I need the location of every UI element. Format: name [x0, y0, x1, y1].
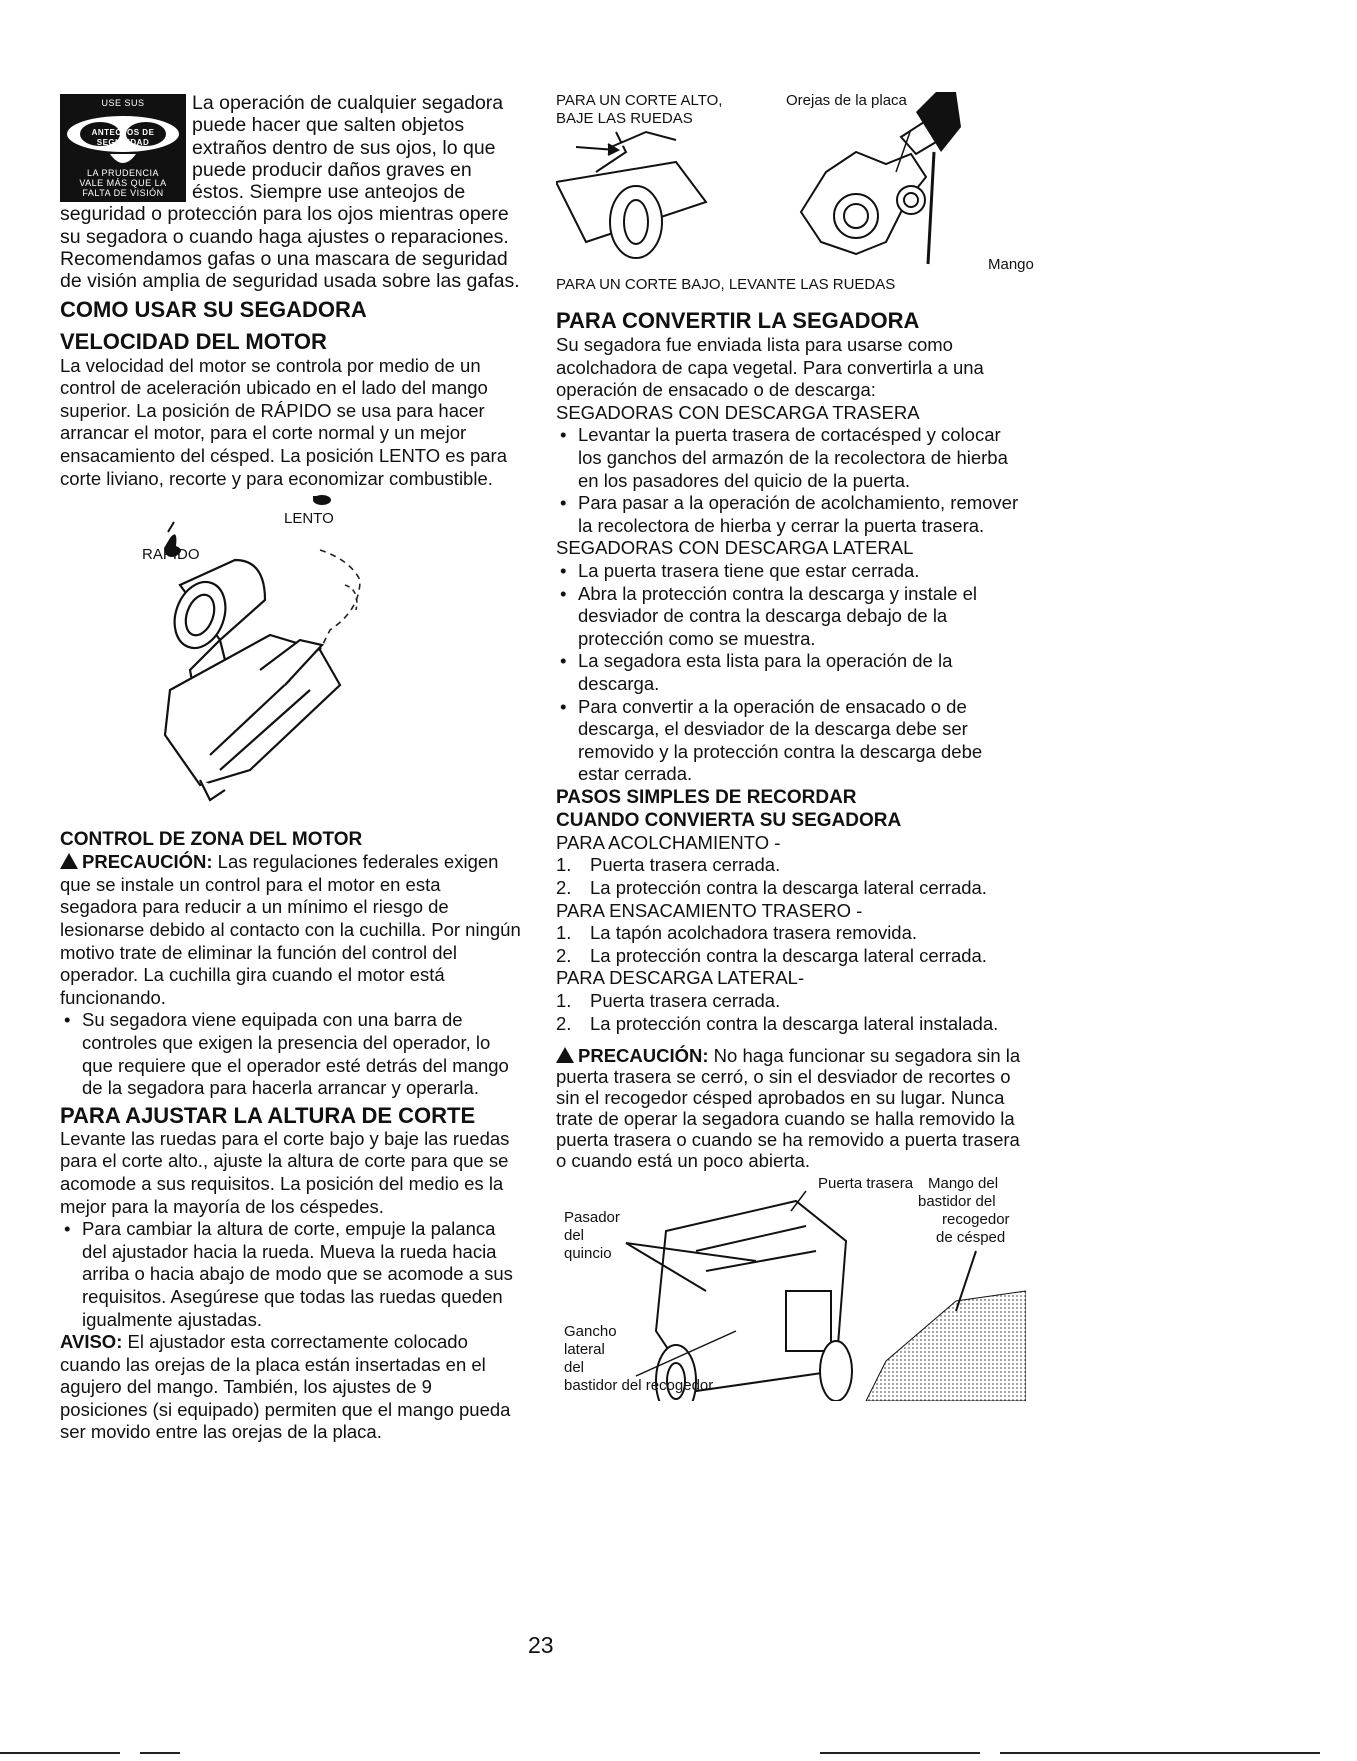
grass-catcher-figure: [556, 1171, 1026, 1401]
label-pin-3: quincio: [564, 1245, 612, 1263]
label-handle-2: bastidor del: [918, 1193, 996, 1211]
label-slow: LENTO: [284, 510, 334, 528]
label-hook-4: bastidor del recogedor: [564, 1377, 714, 1395]
zone-bullet-list: [60, 1009, 522, 1099]
page-number: 23: [528, 1632, 554, 1658]
list-item: • Abra la protección contra la descarga y instale el desviador de contra la descarga debajo de la protección como se muestra.: [556, 583, 1026, 651]
label-handle: Mango: [988, 256, 1034, 273]
list-item: 2. La protección contra la descarga lateral instalada.: [556, 1012, 999, 1034]
label-hook-2: lateral: [564, 1341, 605, 1359]
label-handle-4: de césped: [936, 1229, 1006, 1247]
left-column: [60, 92, 522, 1444]
list-item: • La segadora esta lista para la operación de la descarga.: [556, 650, 1026, 695]
label-high-cut-1: PARA UN CORTE ALTO,: [556, 92, 723, 109]
list-item: • Para cambiar la altura de corte, empuje la palanca del ajustador hacia la rueda. Mueva la rueda hacia arriba o hacia abajo de modo que se acomode a sus requisitos. Asegúrese que todas las ruedas queden igualmente ajustadas.: [60, 1218, 522, 1331]
scan-edge-line: [1000, 1752, 1320, 1754]
subheading-rear-bagging: PARA ENSACAMIENTO TRASERO -: [556, 899, 863, 921]
list-item: • Para pasar a la operación de acolchamiento, remover la recolectora de hierba y cerrar la puerta trasera.: [556, 492, 1026, 537]
label-plate-ears: Orejas de la placa: [786, 92, 907, 109]
intro-warning-text: La operación de cualquier segadora puede hacer que salten objetos extraños dentro de sus ojos, lo que puede producir daños graves en éstos. Siempre use anteojos de seguridad o protección para los ojos mientras opere su segadora o cuando haga ajustes o reparaciones. Recomendamos gafas o una mascara de seguridad de visión amplia de seguridad usada sobre las gafas.: [60, 92, 520, 293]
list-item: • Para convertir a la operación de ensacado o de descarga, el desviador de la descarga debe ser removido y la protección contra la descarga debe estar cerrada.: [556, 696, 1026, 786]
warning-triangle-icon: [60, 853, 78, 869]
bagging-steps: [556, 922, 1026, 967]
caution-label: PRECAUCIÓN:: [60, 851, 213, 872]
discharge-steps: [556, 990, 1026, 1035]
zone-caution-text: PRECAUCIÓN: Las regulaciones federales exigen que se instale un control para el motor en esta segadora para reducir a un mínimo el riesgo de lesionarse debido al contacto con la cuchilla. Por ningún motivo trate de eliminar la función del control del operador. La cuchilla gira cuando el motor está funcionando.: [60, 851, 521, 1008]
scan-edge-line: [140, 1752, 180, 1754]
heading-simple-steps-2: CUANDO CONVIERTA SU SEGADORA: [556, 809, 902, 831]
badge-line: ANTEOJOS DE: [91, 128, 155, 137]
label-handle-3: recogedor: [942, 1211, 1010, 1229]
heading-engine-speed: VELOCIDAD DEL MOTOR: [60, 328, 327, 354]
subheading-mulching: PARA ACOLCHAMIENTO -: [556, 831, 781, 853]
heading-cut-height: PARA AJUSTAR LA ALTURA DE CORTE: [60, 1102, 476, 1128]
right-column: [556, 92, 1034, 1401]
badge-line: VALE MÁS QUE LA: [79, 178, 167, 188]
badge-line: USE SUS: [101, 98, 145, 108]
list-item: 1. Puerta trasera cerrada.: [556, 854, 781, 876]
badge-line: FALTA DE VISIÓN: [82, 188, 164, 198]
list-item: • Su segadora viene equipada con una barra de controles que exigen la presencia del operador, lo que requiere que el operador esté detrás del mango de la segadora para hacerla arrancar y operarla.: [60, 1009, 522, 1099]
badge-line: SEGURIDAD: [96, 138, 150, 147]
list-item: 1. La tapón acolchadora trasera removida.: [556, 922, 918, 944]
subheading-side-discharge: SEGADORAS CON DESCARGA LATERAL: [556, 537, 914, 559]
mulching-steps: [556, 854, 1026, 899]
scan-edge-line: [820, 1752, 980, 1754]
badge-line: LA PRUDENCIA: [86, 168, 160, 178]
caution-text: PRECAUCIÓN: No haga funcionar su segadora sin la puerta trasera se cerró, o sin el desviador de recortes o sin el recogedor césped aprobados en su lugar. Nunca trate de operar la segadora cuando se halla removido la puerta trasera o cuando se ha removido a puerta trasera o cuando está un poco abierta.: [556, 1045, 1021, 1172]
label-high-cut-2: BAJE LAS RUEDAS: [556, 110, 693, 127]
subheading-side-discharge-steps: PARA DESCARGA LATERAL-: [556, 967, 805, 989]
rear-discharge-list: [556, 424, 1026, 537]
throttle-handle-drawing: [165, 560, 340, 800]
label-hook-1: Gancho: [564, 1323, 617, 1341]
notice-label: AVISO:: [60, 1331, 123, 1353]
label-handle-1: Mango del: [928, 1175, 999, 1193]
subheading-rear-discharge: SEGADORAS CON DESCARGA TRASERA: [556, 401, 920, 423]
engine-speed-text: La velocidad del motor se controla por medio de un control de aceleración ubicado en el lado del mango superior. La posición de RÁPIDO se usa para hacer arrancar el motor, para el corte normal y un mejor ensacamiento del césped. La posición LENTO es para corte liviano, recorte y para economizar combustible.: [60, 354, 508, 489]
throttle-control-figure: [60, 490, 522, 820]
label-pin-2: del: [564, 1227, 585, 1245]
heading-how-to-use: COMO USAR SU SEGADORA: [60, 296, 367, 322]
label-low-cut: PARA UN CORTE BAJO, LEVANTE LAS RUEDAS: [556, 276, 896, 293]
list-item: 2. La protección contra la descarga lateral cerrada.: [556, 944, 987, 966]
convert-text: Su segadora fue enviada lista para usarse como acolchadora de capa vegetal. Para convertirla a una operación de ensacado o de descarga:: [556, 334, 984, 401]
heading-convert-mower: PARA CONVERTIR LA SEGADORA: [556, 308, 920, 333]
side-discharge-list: [556, 560, 1026, 786]
list-item: 2. La protección contra la descarga lateral cerrada.: [556, 877, 987, 899]
label-hook-3: del: [564, 1359, 585, 1377]
cut-height-bullet-list: [60, 1218, 522, 1331]
warning-triangle-icon: [556, 1047, 574, 1063]
wheel-height-figure: [556, 92, 1034, 293]
label-fast: RAPIDO: [142, 546, 200, 564]
label-pin-1: Pasador: [564, 1209, 620, 1227]
list-item: 1. Puerta trasera cerrada.: [556, 990, 781, 1012]
heading-simple-steps-1: PASOS SIMPLES DE RECORDAR: [556, 786, 857, 808]
turtle-icon: [313, 495, 331, 505]
cut-height-text: Levante las ruedas para el corte bajo y baje las ruedas para el corte alto., ajuste la altura de corte para que se acomode a sus requisitos. La posición del medio es la mejor para la mayoría de los céspedes.: [60, 1127, 510, 1217]
list-item: • La puerta trasera tiene que estar cerrada.: [556, 560, 1026, 583]
caution-label: PRECAUCIÓN:: [556, 1045, 709, 1066]
heading-engine-zone-control: CONTROL DE ZONA DEL MOTOR: [60, 829, 363, 851]
notice-text: AVISO: El ajustador esta correctamente colocado cuando las orejas de la placa están insertadas en el agujero del mango. También, los ajustes de 9 posiciones (si equipado) permiten que el mango pueda ser movido entre las orejas de la placa.: [60, 1331, 511, 1443]
label-rear-door: Puerta trasera: [818, 1175, 914, 1193]
scan-edge-line: [0, 1752, 120, 1754]
safety-glasses-warning-badge: [60, 94, 186, 202]
list-item: • Levantar la puerta trasera de cortacésped y colocar los ganchos del armazón de la recolectora de hierba en los pasadores del quicio de la puerta.: [556, 424, 1026, 492]
